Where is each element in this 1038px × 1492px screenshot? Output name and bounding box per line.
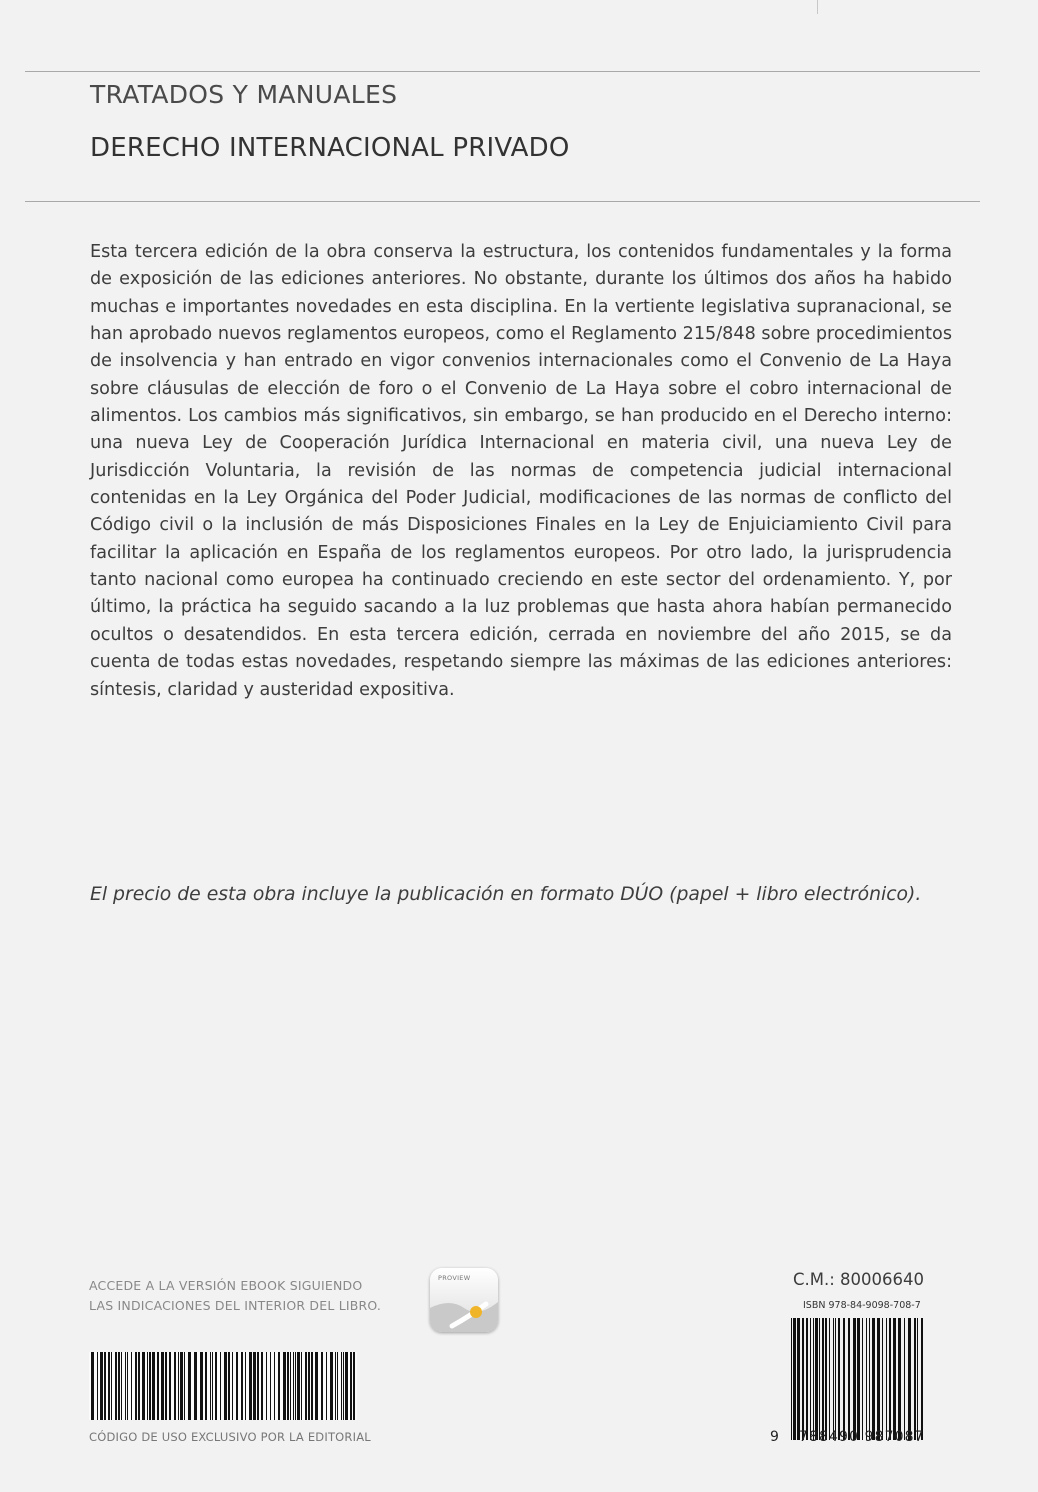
ebook-line-1: ACCEDE A LA VERSIÓN EBOOK SIGUIENDO [89,1278,363,1293]
barcode-bar [212,1352,213,1420]
barcode-bar [893,1318,896,1440]
barcode-bar [793,1318,796,1440]
barcode-bar [180,1352,183,1420]
barcode-bar [819,1318,820,1440]
barcode-bar [157,1352,159,1420]
barcode-bar [293,1352,294,1420]
barcode-bar [311,1352,313,1420]
barcode-bar [822,1318,824,1440]
duo-format-note: El precio de esta obra incluye la publicación en formato DÚO (papel + libro electrónico). [90,884,922,905]
barcode-bar [257,1352,259,1420]
barcode-bar [108,1352,110,1420]
barcode-bar [149,1352,151,1420]
barcode-bar [889,1318,891,1440]
barcode-bar [100,1352,103,1420]
barcode-bar [833,1318,834,1440]
barcode-bar [815,1318,818,1440]
book-title: DERECHO INTERNACIONAL PRIVADO [90,133,570,163]
barcode-bar [835,1318,836,1440]
barcode-bar [210,1352,211,1420]
isbn-barcode [789,1318,928,1440]
barcode-bar [135,1352,137,1420]
barcode-bar [297,1352,300,1420]
barcode-bar [335,1352,336,1420]
barcode-bar [843,1318,845,1440]
barcode-bar [184,1352,185,1420]
barcode-bar [914,1318,916,1440]
barcode-bar [274,1352,275,1420]
barcode-bar [161,1352,164,1420]
barcode-bar [232,1352,233,1420]
barcode-bar [345,1352,348,1420]
top-rule [25,71,980,72]
barcode-bar [305,1352,307,1420]
barcode-bar [205,1352,207,1420]
barcode-bar [253,1352,256,1420]
barcode-bar [241,1352,243,1420]
barcode-bar [118,1352,120,1420]
book-description: Esta tercera edición de la obra conserva la estructura, los contenidos fundamentales y la forma de exposición de las ediciones anteriores. No obstante, durante los últimos dos años ha habido muchas e importantes novedades en esta disciplina. En la vertiente legislativa supranacional, se han aprobado nuevos reglamentos europeos, como el Reglamento 215/848 sobre procedimientos de insolvencia y han entrado en vigor convenios internacionales como el Convenio de La Haya sobre cláusulas de elección de foro o el Convenio de La Haya sobre el cobro internacional de alimentos. Los cambios más significativos, sin embargo, se han producido en el Derecho interno: una nueva Ley de Cooperación Jurídica Internacional en materia civil, una nueva Ley de Jurisdicción Voluntaria, la revisión de las normas de competencia judicial internacional contenidas en la Ley Orgánica del Poder Judicial, modificaciones de las normas de conflicto del Código civil o la inclusión de más Disposiciones Finales en la Ley de Enjuiciamiento Civil para facilitar la aplicación en España de los reglamentos europeos. Por otro lado, la jurisprudencia tanto nacional como europea ha continuado creciendo en este sector del ordenamiento. Y, por último, la práctica ha seguido sacando a la luz problemas que hasta ahora habían permanecido ocultos o desatendidos. En esta tercera edición, cerrada en noviembre del año 2015, se da cuenta de todas estas novedades, respetando siempre las máximas de las ediciones anteriores: síntesis, claridad y austeridad expositiva. [90,242,952,700]
barcode-bar [810,1318,811,1440]
barcode-bar [350,1352,352,1420]
barcode-bar [921,1318,923,1440]
barcode-bar [245,1352,246,1420]
barcode-bar [301,1352,302,1420]
barcode-bar [330,1352,333,1420]
barcode-bar [886,1318,887,1440]
barcode-bar [125,1352,126,1420]
barcode-bar [853,1318,856,1440]
ebook-instructions [89,1276,409,1316]
barcode-bar [236,1352,238,1420]
cm-code: C.M.: 80006640 [793,1270,925,1289]
barcode-bar [127,1352,128,1420]
barcode-bar [806,1318,808,1440]
barcode-bar [862,1318,863,1440]
barcode-bar [287,1352,289,1420]
barcode-bar [898,1318,901,1440]
barcode-bar [908,1318,911,1440]
barcode-bar [829,1318,830,1440]
barcode-bar [326,1352,327,1420]
ebook-line-2: LAS INDICACIONES DEL INTERIOR DEL LIBRO. [89,1298,382,1313]
proview-label: PROVIEW [438,1274,471,1282]
barcode-bar [138,1352,140,1420]
barcode-bar [147,1352,148,1420]
barcode-bar [866,1318,867,1440]
barcode-bar [857,1318,860,1440]
barcode-bar [249,1352,252,1420]
barcode-bar [343,1352,344,1420]
ean-digits: 788490 987087 [799,1429,925,1445]
barcode-bar [877,1318,880,1440]
barcode-bar [220,1352,221,1420]
proview-app-icon [430,1268,498,1332]
barcode-bar [838,1318,840,1440]
barcode-bar [869,1318,870,1440]
barcode-bar [224,1352,227,1420]
barcode-bar [813,1318,814,1440]
barcode-bar [97,1352,98,1420]
ean-first-digit: 9 [770,1429,779,1445]
barcode-bar [200,1352,203,1420]
barcode-bar [169,1352,171,1420]
editorial-barcode [89,1352,357,1420]
barcode-bar [802,1318,804,1440]
barcode-bar [882,1318,883,1440]
barcode-bar [115,1352,117,1420]
barcode-bar [315,1352,318,1420]
barcode-bar [278,1352,280,1420]
barcode-bar [104,1352,106,1420]
barcode-bar [142,1352,145,1420]
barcode-bar [178,1352,179,1420]
barcode-bar [111,1352,112,1420]
barcode-bar [295,1352,296,1420]
barcode-bar [174,1352,176,1420]
barcode-bar [270,1352,271,1420]
barcode-bar [353,1352,355,1420]
barcode-bar [91,1352,94,1420]
barcode-bar [872,1318,875,1440]
barcode-bar [228,1352,230,1420]
barcode-bar [152,1352,155,1420]
barcode-bar [825,1318,827,1440]
barcode-bar [341,1352,342,1420]
barcode-bar [261,1352,263,1420]
barcode-bar [215,1352,217,1420]
barcode-bar [290,1352,291,1420]
header-rule [25,201,980,202]
barcode-bar [165,1352,167,1420]
editorial-barcode-caption: CÓDIGO DE USO EXCLUSIVO POR LA EDITORIAL [89,1430,371,1444]
barcode-bar [321,1352,323,1420]
barcode-bar [791,1318,792,1440]
barcode-bar [194,1352,197,1420]
isbn-number: ISBN 978-84-9098-708-7 [803,1300,921,1311]
barcode-bar [848,1318,850,1440]
barcode-bar [917,1318,918,1440]
barcode-bar [266,1352,267,1420]
barcode-bar [131,1352,132,1420]
barcode-bar [121,1352,122,1420]
barcode-bar [337,1352,338,1420]
barcode-bar [188,1352,191,1420]
barcode-bar [308,1352,310,1420]
barcode-bar [797,1318,800,1440]
spine-mark [817,0,818,14]
series-name: TRATADOS Y MANUALES [90,80,398,109]
barcode-bar [283,1352,286,1420]
barcode-bar [904,1318,905,1440]
